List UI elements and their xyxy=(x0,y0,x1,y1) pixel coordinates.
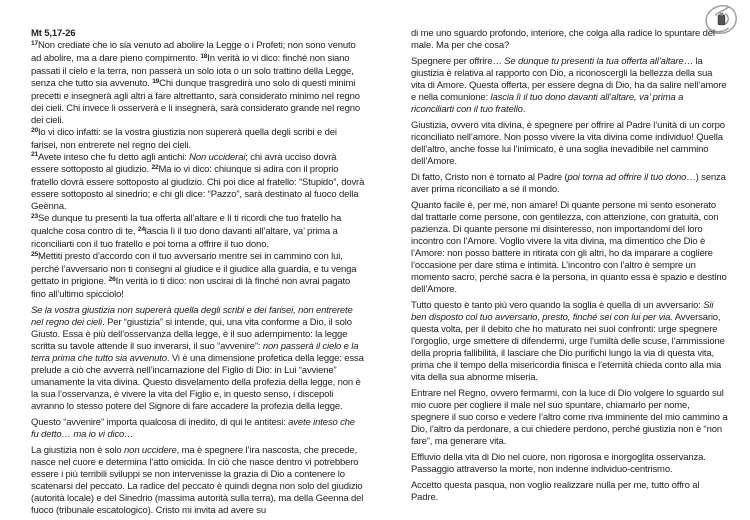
text-run: Giustizia, ovvero vita divina, è spegnere per offrire al Padre l’unità di un corpo riconciliato nell’amore. Non posso vivere la vita divina come individuo! Quella dell’altro, anche fosse lui l’inimicato, è una soglia inevadibile nel cammino dell’Amore. xyxy=(411,120,725,167)
text-run: Chi dunque trasgredirà uno solo di questi minimi precetti e insegnerà agli altri a fare altrettanto, sarà considerato minimo nel regno dei cieli. Chi invece li osserverà e li insegnerà, sarà considerato grande nel regno dei cieli. xyxy=(31,77,361,126)
text-run: Ma io vi dico: chiunque si adira con il proprio fratello dovrà essere sottoposto al giudizio. Chi poi dice al fratello: “Stupido”, dovrà essere sottoposto al sinedrio; e chi gli dice: “Pazzo”, sarà destinato al fuoco della Geènna. xyxy=(31,164,365,213)
text-run: avete inteso che fu detto… ma io vi dico… xyxy=(31,416,355,440)
verse-number: 24 xyxy=(137,226,145,234)
verse-paragraph xyxy=(31,251,365,301)
comment-paragraph xyxy=(411,28,728,52)
text-run: lascia lì il tuo dono davanti all’altare, va’ prima a riconciliarti con il tuo fratello e poi torna a offrire il tuo dono. xyxy=(31,226,338,251)
comment-paragraph xyxy=(411,172,728,196)
comment-paragraph xyxy=(411,480,728,504)
text-run: Effluvio della vita di Dio nel cuore, non rigorosa e inorgoglita osservanza. Passaggio attraverso la morte, non indenne individuo-centrismo. xyxy=(411,451,706,475)
verse-number: 22 xyxy=(151,164,159,172)
text-run: Non ucciderai xyxy=(189,151,246,163)
right-column xyxy=(411,28,728,504)
text-run: Quanto facile è, per me, non amare! Di quante persone mi sento esonerato dal trattarle come persone, con gentilezza, con attenzione, con gratuità, con pazienza. Di quante persone mi disinteresso, non importandomi del loro incontro con l’Amore. Voglio vivere la vita divina, ma dimentico che Dio è l’Amore: non posso battere in ritirata con gli altri, ho da imparare a cogliere l’occasione per dare stima e intimità. L’incontro con l’altro è sempre un momento sacro, perché sacra è la persona, in quanto essa è spazio e destino dell’Amore. xyxy=(411,200,727,295)
text-run: Accetto questa pasqua, non voglio realizzare nulla per me, tutto offro al Padre. xyxy=(411,479,700,503)
text-run: In verità io ti dico: non uscirai di là finché non avrai pagato fino all’ultimo spicciolo! xyxy=(31,276,351,301)
text-run: Io vi dico infatti: se la vostra giustizia non supererà quella degli scribi e dei farisei, non entrerete nel regno dei cieli. xyxy=(31,126,337,151)
verse-number: 18 xyxy=(200,52,208,60)
left-column xyxy=(31,28,365,517)
text-run: La giustizia non è solo xyxy=(31,445,125,457)
text-run: Sii ben disposto col tuo avversario, presto, finché sei con lui per via. xyxy=(411,299,714,323)
text-run: non uccidere xyxy=(124,445,177,457)
text-run: Di fatto, Cristo non è tornato al Padre ( xyxy=(411,172,568,184)
verse-number: 19 xyxy=(152,77,160,85)
text-run: Avete inteso che fu detto agli antichi: xyxy=(37,151,190,163)
text-run: , ma è spegnere l’ira nascosta, che precede, nasce nel cuore e determina l’atto omicida. In ciò che nasce dentro vi potrebbero essere i più terribili sviluppi se non intervenisse la grazia di Dio a contenere lo scatenarsi del peccato. La radice del peccato è quindi degna non solo del giudizio (autorità locale) e del Sinedrio (massima autorità sulla terra), ma della Geenna del fuoco (tribunale escatologico). Cristo mi invita ad avere su xyxy=(31,445,364,516)
text-run: ; chi avrà ucciso dovrà essere sottoposto al giudizio. xyxy=(31,151,337,176)
text-run: non passerà il cielo e la terra prima che tutto sia avvenuto xyxy=(31,341,359,364)
text-run: Tutto questo è tanto più vero quando la soglia è quella di un avversario: xyxy=(411,299,704,311)
text-run: In verità io vi dico: finché non siano passati il cielo e la terra, non passerà un solo iota o un solo trattino della Legge, senza che tutto sia avvenuto. xyxy=(31,52,354,89)
verse-number: 17 xyxy=(31,39,38,47)
text-run: . Per “giustizia” si intende, qui, una vita conforme a Dio, il solo Giusto. Essa è più dell’osservanza della legge, è il suo adempimento: la legge scritta su tavole attende il suo inverarsi, il suo “avvenire”: xyxy=(31,317,352,353)
verse-number: 21 xyxy=(31,151,38,159)
comment-paragraph xyxy=(411,388,728,448)
comment-paragraph xyxy=(411,56,728,116)
text-run: lascia lì il tuo dono davanti all’altare, va’ prima a riconciliarti con il tuo fratello xyxy=(411,91,684,115)
verse-paragraph xyxy=(31,40,365,127)
verse-paragraph xyxy=(31,213,365,251)
text-run: Se dunque tu presenti la tua offerta all’altare e lì ti ricordi che tuo fratello ha qualche cosa contro di te, xyxy=(31,213,342,238)
text-run: Avversario, questa volta, per il debito che ho maturato nei suoi confronti: urge spegnere l’orgoglio, urge smettere di difendermi, urge l’umiltà delle scuse, l’ammissione della propria fallibilità, il lasciare che Dio purifichi lungo la via di questa vita, prima che il tempo della misericordia finisca e l’eternità chieda conto alla mia vita della sua abnorme miseria. xyxy=(411,311,725,383)
text-run: Mettiti presto d’accordo con il tuo avversario mentre sei in cammino con lui, perché l’avversario non ti consegni al giudice e il giudice alla guardia, e tu venga gettato in prigione. xyxy=(31,251,357,288)
verse-number: 23 xyxy=(31,213,38,221)
passage-title: Mt 5,17-26 xyxy=(31,28,76,39)
comment-paragraph xyxy=(411,200,728,296)
text-run: . Vi è una dimensione profetica della legge: essa prelude a ciò che avverrà nell’incarnazione del Figlio di Dio: in Lui “avviene” umanamente la vita divina. Questo disvelamento della profezia della legge, non è la sua l’osservanza, è vivere la vita del Figlio e, in questo senso, i discepoli avranno lo stesso potere del Signore di fare accadere la profezia della legge. xyxy=(31,352,364,412)
text-run: Entrare nel Regno, ovvero fermarmi, con la luce di Dio volgere lo sguardo sul mio cuore per cogliere il male nel suo spuntare, chiamarlo per nome, spegnere il suo corso e vedere l’altro come riva imminente del mio cammino a Dio, l’altro da perdonare, a cui chiedere perdono, perché giustizia non è “non fare”, ma generare vita. xyxy=(411,387,728,447)
verse-number: 25 xyxy=(31,251,38,259)
text-run: Se dunque tu presenti la tua offerta all’altare xyxy=(504,56,684,68)
comment-paragraph xyxy=(31,417,365,441)
verse-paragraph xyxy=(31,127,365,152)
text-run: Non crediate che io sia venuto ad abolire la Legge o i Profeti; non sono venuto ad abolire, ma a dare pieno compimento. xyxy=(31,39,356,64)
comment-paragraph xyxy=(411,452,728,476)
comment-paragraph xyxy=(411,300,728,384)
text-run: . xyxy=(522,103,526,115)
verse-number: 20 xyxy=(31,126,38,134)
text-run: Se la vostra giustizia non supererà quella degli scribi e dei farisei, non entrerete nel regno dei cieli xyxy=(31,305,353,329)
comment-paragraph xyxy=(31,305,365,413)
text-run: … la giustizia è relativa al rapporto con Dio, a riconoscergli la bellezza della sua vita di Amore. Questa offerta, per essere degna di Dio, ha da salire nell’amore e nella comunione: xyxy=(411,56,727,103)
comment-paragraph xyxy=(411,120,728,168)
text-run: Spegnere per offrire… xyxy=(411,56,505,68)
verse-paragraph xyxy=(31,152,365,214)
comment-paragraph xyxy=(31,445,365,517)
text-run: di me uno sguardo profondo, interiore, che colga alla radice lo spuntare del male. Ma per che cosa? xyxy=(411,28,715,51)
text-run: poi torna ad offrire il tuo dono xyxy=(567,172,687,184)
verse-number: 26 xyxy=(108,275,116,283)
text-run: Questo “avvenire” importa qualcosa di inedito, di qui le antitesi: xyxy=(31,416,289,428)
text-run: …) senza aver prima riconciliato a sé il mondo. xyxy=(411,172,726,195)
